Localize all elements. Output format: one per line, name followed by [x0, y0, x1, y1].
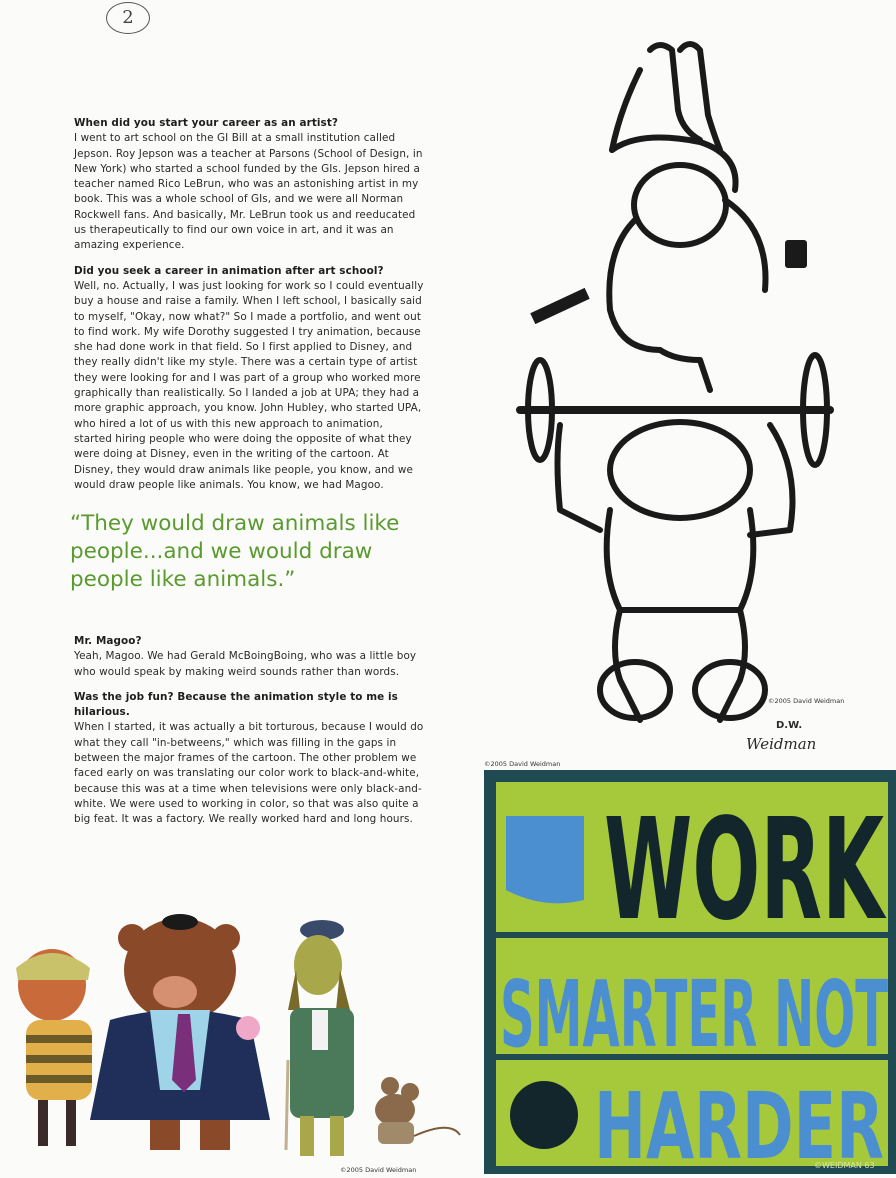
question-1: When did you start your career as an artist? — [74, 117, 339, 129]
pull-quote: “They would draw animals like people...and we would draw people like animals.” — [70, 511, 400, 592]
qa-block-1 — [74, 116, 424, 254]
poster-signature: ©WEIDMAN 63 — [814, 1161, 875, 1170]
mouse-character — [375, 1077, 460, 1144]
poster-words-smarter-not: SMARTER NOT — [500, 961, 889, 1068]
poster-word-work: WORK — [604, 789, 887, 952]
weightlifter-illustration — [500, 30, 860, 760]
answer-4: When I started, it was actually a bit torturous, because I would do what they call "in-betweens," which was filling in the gaps in between the major frames of the cartoon. The other problem we faced early on was translating our color work to black-and-white, because this was at a time when televisions were only black-and-white. We were used to working in color, so that was also quite a big feat. It was a factory. We really worked hard and long hours. — [74, 721, 424, 826]
qa-block-3 — [74, 634, 424, 680]
work-smarter-poster — [484, 770, 896, 1174]
article-column-top — [74, 116, 424, 501]
answer-2: Well, no. Actually, I was just looking for work so I could eventually buy a house and raise a family. When I left school, I basically said to myself, "Okay, now what?" So I made a portfolio, and went out to find work. My wife Dorothy suggested I try animation, because she had done work in that field. So I first applied to Disney, and they really didn't like my style. There was a certain type of artist they were looking for and I was part of a group who worked more graphically than realistically. So I landed a job at UPA; they had a more graphic approach, you know. John Hubley, who started UPA, who hired a lot of us with this new approach to animation, started hiring people who were doing the opposite of what they were doing at Disney, even in the writing of the cartoon. At Disney, they would draw animals like people, you know, and we would draw people like animals. You know, we had Magoo. — [74, 279, 424, 491]
page-number-mark: 2 — [106, 2, 150, 34]
signature-initials: D.W. — [776, 720, 803, 731]
signature-name: Weidman — [746, 735, 817, 753]
characters-credit: ©2005 David Weidman — [340, 1166, 417, 1174]
question-2: Did you seek a career in animation after art school? — [74, 264, 384, 277]
poster-word-harder: HARDER — [594, 1073, 884, 1174]
qa-block-4 — [74, 690, 424, 828]
question-4: Was the job fun? Because the animation style to me is hilarious. — [74, 690, 398, 719]
answer-1: I went to art school on the GI Bill at a small institution called Jepson. Roy Jepson was a teacher at Parsons (School of Design, in New York) who started a school funded by the GIs. Jepson hired a teacher named Rico LeBrun, who was an astonishing artist in my book. This was a whole school of GIs, and we were all Norman Rockwell fans. And basically, Mr. LeBrun took us and reeducated us therapeutically to find our own voice in art, and it was an amazing experience. — [74, 132, 423, 252]
bear-character — [90, 914, 270, 1150]
answer-3: Yeah, Magoo. We had Gerald McBoingBoing, who was a little boy who would speak by making weird sounds rather than words. — [74, 650, 417, 678]
cat-character — [16, 949, 92, 1146]
poster-credit: ©2005 David Weidman — [484, 760, 561, 768]
dog-character — [286, 920, 354, 1156]
top-illustration-credit: ©2005 David Weidman — [768, 697, 845, 705]
animal-characters-illustration — [0, 910, 470, 1170]
poster-art — [484, 770, 896, 1174]
question-3: Mr. Magoo? — [74, 635, 142, 647]
article-column-bottom — [74, 634, 424, 836]
qa-block-2 — [74, 264, 424, 493]
